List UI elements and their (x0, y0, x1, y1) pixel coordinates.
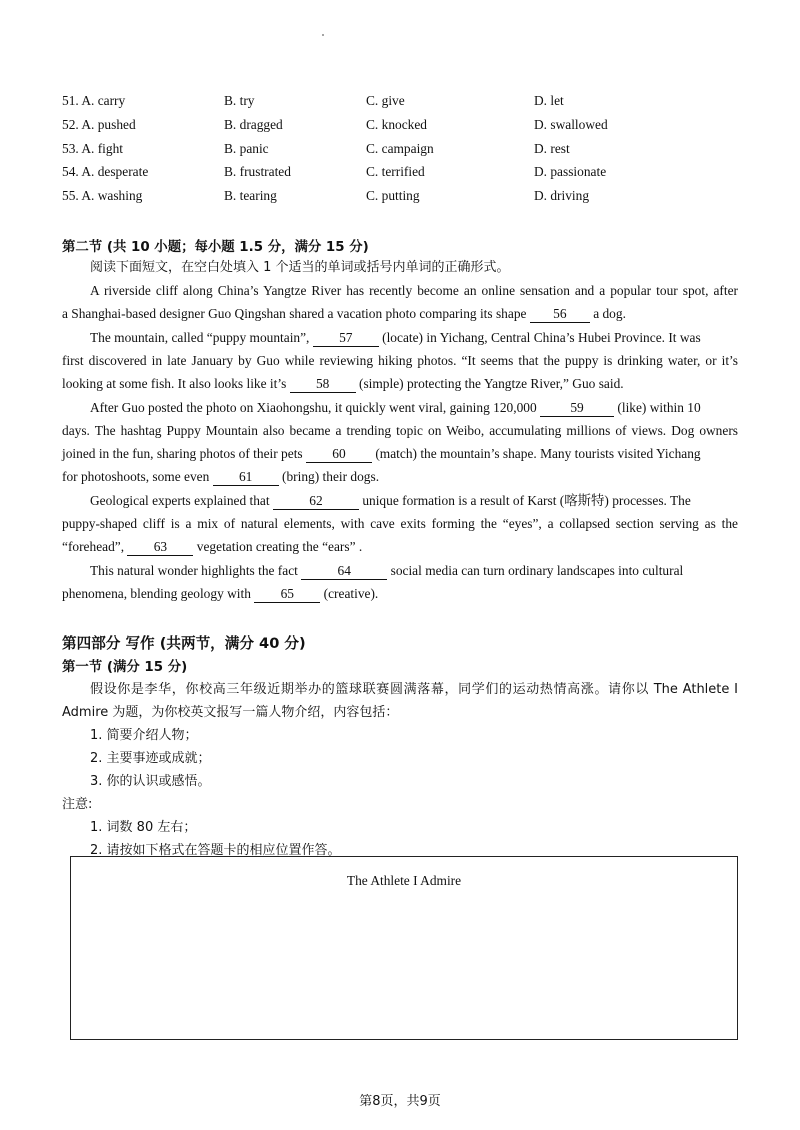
text: social media can turn ordinary landscapes into cultural (390, 563, 684, 578)
content-point: 3. 你的认识或感悟。 (90, 774, 211, 789)
option-row-53 (62, 141, 762, 163)
passage-line: A riverside cliff along China’s Yangtze River has recently become an online sensation and a popular tour spot, after (90, 283, 738, 298)
option-d: D. rest (534, 141, 570, 156)
option-d: D. passionate (534, 164, 607, 179)
part4-subheading: 第一节 (满分 15 分) (62, 660, 188, 675)
option-d: D. let (534, 93, 564, 108)
text: “forehead”, (62, 539, 125, 554)
passage-line (62, 443, 738, 465)
option-row-54 (62, 164, 762, 186)
text: for photoshoots, some even (62, 469, 210, 484)
text: (match) the mountain’s shape. Many tourists visited Yichang (375, 446, 701, 461)
text: The mountain, called “puppy mountain”, (90, 330, 310, 345)
content-point: 1. 简要介绍人物； (90, 728, 198, 743)
scan-dot (322, 34, 324, 36)
text: (bring) their dogs. (282, 469, 380, 484)
blank-64[interactable]: 64 (301, 563, 387, 580)
blank-62[interactable]: 62 (273, 493, 359, 510)
option-c: C. knocked (366, 117, 427, 132)
blank-59[interactable]: 59 (540, 400, 614, 417)
note-item: 2. 请按如下格式在答题卡的相应位置作答。 (90, 843, 341, 858)
option-c: C. give (366, 93, 405, 108)
text: a dog. (593, 306, 626, 321)
option-row-51 (62, 93, 762, 115)
option-b: B. frustrated (224, 164, 291, 179)
option-a: 52. A. pushed (62, 117, 136, 132)
text: Geological experts explained that (90, 493, 270, 508)
text: (locate) in Yichang, Central China’s Hubei Province. It was (382, 330, 701, 345)
text: a Shanghai-based designer Guo Qingshan shared a vacation photo comparing its shape (62, 306, 527, 321)
answer-box-title: The Athlete I Admire (346, 873, 462, 888)
text: (like) within 10 (617, 400, 701, 415)
passage-line: puppy-shaped cliff is a mix of natural elements, with cave exits forming the “eyes”, a collapsed section serving as the (62, 516, 738, 531)
passage-line (62, 303, 738, 325)
section2-instruction: 阅读下面短文，在空白处填入 1 个适当的单词或括号内单词的正确形式。 (90, 260, 510, 275)
passage-line (62, 373, 738, 395)
blank-61[interactable]: 61 (213, 469, 279, 486)
page-footer: 第8页，共9页 (359, 1094, 441, 1109)
passage-line (62, 536, 738, 558)
text: joined in the fun, sharing photos of their pets (62, 446, 303, 461)
note-item: 1. 词数 80 左右； (90, 820, 197, 835)
text: This natural wonder highlights the fact (90, 563, 298, 578)
option-d: D. swallowed (534, 117, 608, 132)
passage-line (90, 397, 738, 419)
passage-line (90, 490, 738, 512)
content-point: 2. 主要事迹或成就； (90, 751, 211, 766)
passage-line: first discovered in late January by Guo while reviewing hiking photos. “It seems that the puppy is drinking water, or it’s (62, 353, 738, 368)
option-c: C. putting (366, 188, 420, 203)
text: (simple) protecting the Yangtze River,” Guo said. (359, 376, 624, 391)
passage-line (90, 560, 738, 582)
option-c: C. terrified (366, 164, 425, 179)
option-b: B. dragged (224, 117, 283, 132)
passage-line: days. The hashtag Puppy Mountain also became a trending topic on Weibo, accumulating millions of views. Dog owners (62, 423, 738, 438)
passage-line (90, 327, 738, 349)
part4-heading: 第四部分 写作 (共两节，满分 40 分) (62, 635, 306, 652)
blank-60[interactable]: 60 (306, 446, 372, 463)
option-b: B. tearing (224, 188, 277, 203)
writing-prompt: Admire 为题，为你校英文报写一篇人物介绍，内容包括： (62, 705, 399, 720)
blank-56[interactable]: 56 (530, 306, 590, 323)
blank-65[interactable]: 65 (254, 586, 320, 603)
option-row-52 (62, 117, 762, 139)
text: looking at some fish. It also looks like it’s (62, 376, 287, 391)
blank-57[interactable]: 57 (313, 330, 379, 347)
text: After Guo posted the photo on Xiaohongshu, it quickly went viral, gaining 120,000 (90, 400, 537, 415)
option-a: 54. A. desperate (62, 164, 149, 179)
text: (creative). (323, 586, 379, 601)
option-a: 51. A. carry (62, 93, 126, 108)
option-row-55 (62, 188, 762, 210)
option-c: C. campaign (366, 141, 434, 156)
answer-box[interactable] (70, 856, 738, 1040)
blank-63[interactable]: 63 (127, 539, 193, 556)
text: vegetation creating the “ears” . (196, 539, 363, 554)
option-d: D. driving (534, 188, 590, 203)
option-a: 55. A. washing (62, 188, 143, 203)
writing-prompt: 假设你是李华，你校高三年级近期举办的篮球联赛圆满落幕，同学们的运动热情高涨。请你以 The Athlete I (90, 682, 738, 697)
option-b: B. try (224, 93, 255, 108)
passage-line (62, 466, 738, 488)
option-a: 53. A. fight (62, 141, 124, 156)
text: phenomena, blending geology with (62, 586, 251, 601)
option-b: B. panic (224, 141, 269, 156)
blank-58[interactable]: 58 (290, 376, 356, 393)
text: unique formation is a result of Karst (喀斯特) processes. The (362, 493, 691, 508)
note-label: 注意: (62, 797, 93, 812)
section2-heading: 第二节 (共 10 小题；每小题 1.5 分，满分 15 分) (62, 240, 369, 255)
passage-line (62, 583, 738, 605)
